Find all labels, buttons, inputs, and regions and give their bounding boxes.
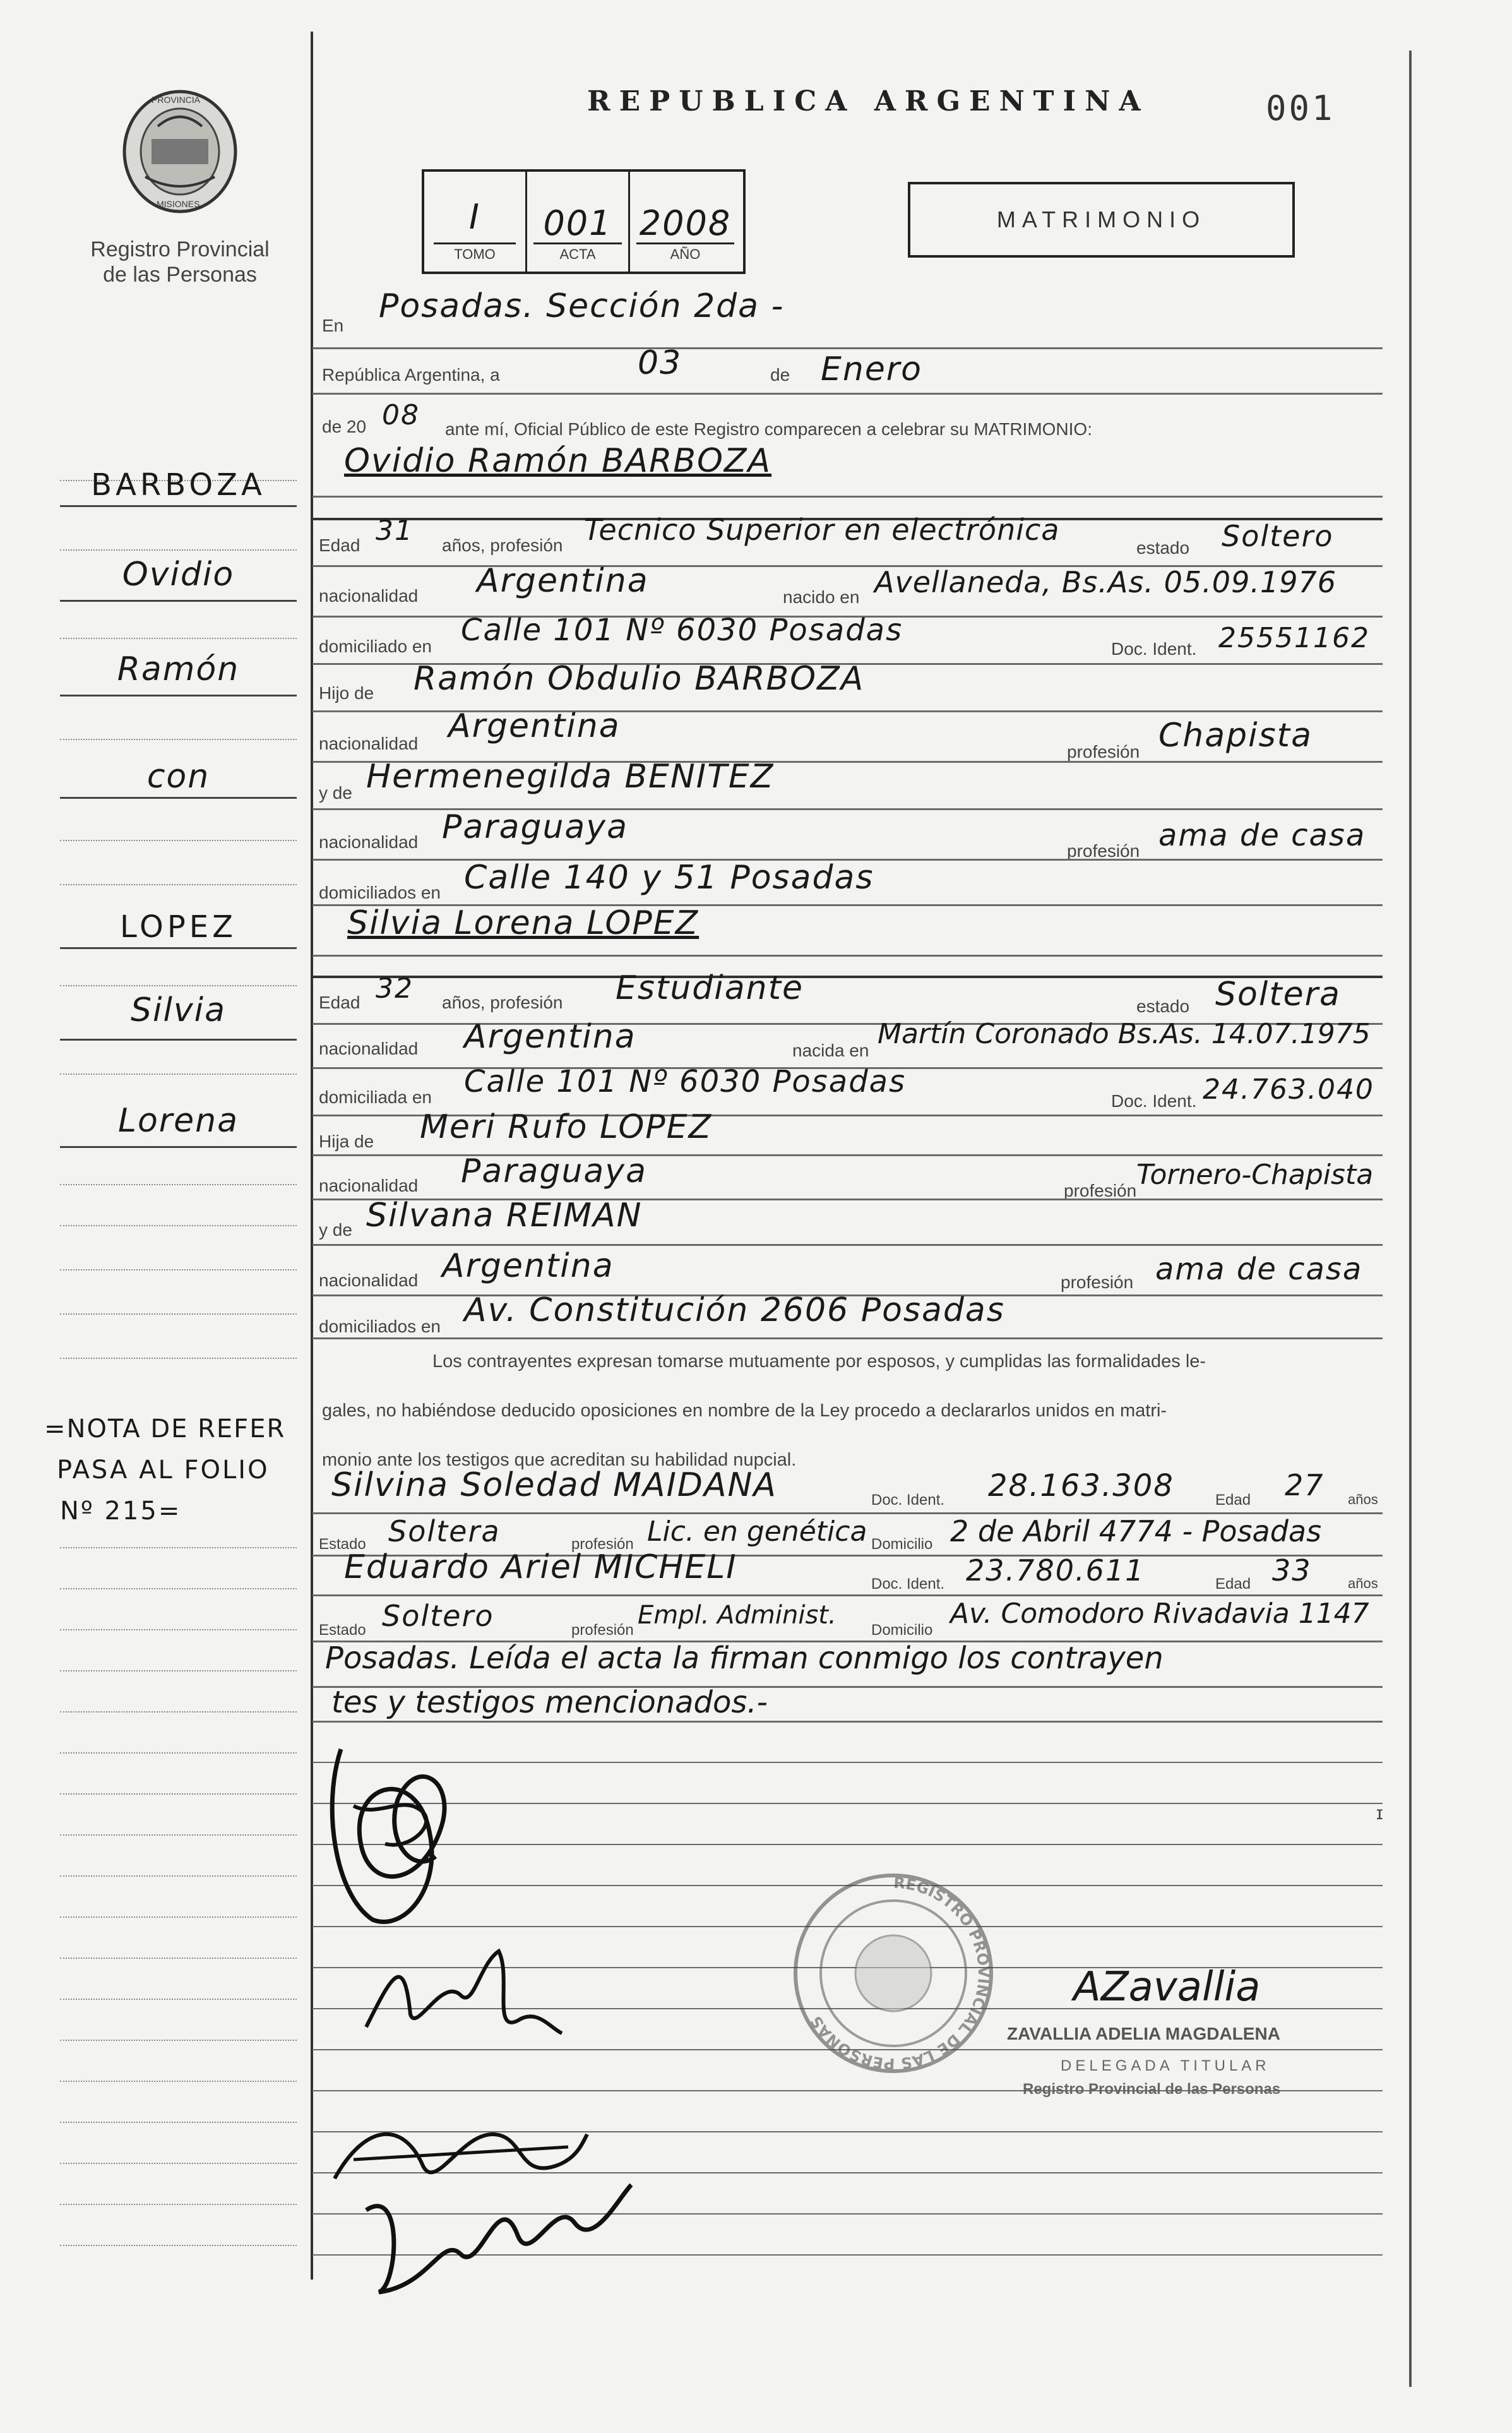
seal-top-text: PROVINCIA	[152, 95, 201, 105]
witness2-age: 33	[1272, 1553, 1312, 1587]
margin-name2: Ramón	[117, 650, 240, 688]
margin-note-line1: =NOTA DE REFER	[44, 1414, 286, 1444]
bride-anos-label: años, profesión	[442, 993, 563, 1012]
margin-name4: Lorena	[118, 1102, 239, 1140]
bride-nationality-label: nacionalidad	[319, 1039, 419, 1058]
margin-surname2: LOPEZ	[120, 909, 237, 945]
formal-text-line1: Los contrayentes expresan tomarse mutuamente por esposos, y cumplidas las formalidades le-	[432, 1351, 1206, 1372]
right-column-border	[1409, 51, 1412, 2387]
year-suffix: 08	[382, 399, 420, 431]
anio-label: AÑO	[670, 246, 701, 262]
groom-father: Ramón Obdulio BARBOZA	[414, 660, 865, 698]
groom-father-prof-label: profesión	[1067, 742, 1140, 762]
groom-edad-label: Edad	[319, 535, 360, 555]
witness1-profession: Lic. en genética	[647, 1515, 867, 1548]
bride-hija-label: Hija de	[319, 1132, 374, 1151]
margin-note-line2: PASA AL FOLIO	[57, 1456, 270, 1485]
groom-mother-nationality: Paraguaya	[442, 808, 628, 846]
groom-father-nat-label: nacionalidad	[319, 734, 419, 753]
formal-text-line3: monio ante los testigos que acreditan su habilidad nupcial.	[322, 1450, 797, 1470]
groom-doc-label: Doc. Ident.	[1111, 639, 1197, 659]
margin-surname: BARBOZA	[91, 467, 266, 503]
witness2-prof-label: profesión	[571, 1622, 634, 1639]
groom-nacido-label: nacido en	[783, 587, 860, 607]
groom-address: Calle 101 Nº 6030 Posadas	[461, 613, 903, 648]
bride-nacida-label: nacida en	[792, 1041, 869, 1060]
registry-name-line1: Registro Provincial	[90, 237, 270, 261]
official-office: Registro Provincial de las Personas	[1023, 2081, 1281, 2098]
tomo-label: TOMO	[454, 246, 496, 262]
bride-profession: Estudiante	[616, 969, 804, 1007]
intro-statement: ante mí, Oficial Público de este Registro comparecen a celebrar su MATRIMONIO:	[445, 419, 1092, 439]
country-title: REPUBLICA ARGENTINA	[587, 85, 1150, 117]
bride-father-nat-label: nacionalidad	[319, 1176, 419, 1195]
witness1-age: 27	[1285, 1468, 1324, 1502]
signature-witness2	[354, 2160, 644, 2305]
acta-value: 001	[543, 203, 612, 243]
bride-birth: Martín Coronado Bs.As. 14.07.1975	[878, 1018, 1371, 1050]
en-label: En	[322, 316, 344, 335]
margin-name3: Silvia	[131, 991, 226, 1029]
bride-mother-profession: ama de casa	[1155, 1252, 1363, 1287]
anio-value: 2008	[639, 203, 732, 243]
bride-father-prof-label: profesión	[1064, 1181, 1137, 1200]
bride-domicilio-label: domiciliada en	[319, 1087, 432, 1107]
bride-mother: Silvana REIMAN	[366, 1197, 643, 1234]
groom-anos-label: años, profesión	[442, 535, 563, 555]
tick-mark: ɪ	[1376, 1803, 1383, 1824]
witness1-edad-label: Edad	[1215, 1491, 1251, 1509]
bride-nationality: Argentina	[464, 1018, 636, 1056]
groom-estado-label: estado	[1136, 538, 1190, 558]
witness1-dom-label: Domicilio	[871, 1536, 933, 1553]
margin-con: con	[146, 758, 210, 796]
month-value: Enero	[821, 350, 922, 388]
bride-mother-nationality: Argentina	[442, 1247, 614, 1285]
act-type-label: MATRIMONIO	[996, 206, 1206, 232]
witness2-doc: 23.780.611	[966, 1553, 1145, 1587]
seal-bottom-text: MISIONES	[157, 199, 200, 209]
tomo-cell	[424, 172, 527, 272]
groom-father-nationality: Argentina	[448, 707, 621, 745]
witness1-estado-label: Estado	[319, 1536, 366, 1553]
witness1-name: Silvina Soledad MAIDANA	[331, 1466, 778, 1504]
formal-text-line2: gales, no habiéndose deducido oposiciones en nombre de la Ley procedo a declararlos unidos en matri-	[322, 1401, 1167, 1421]
official-name: ZAVALLIA ADELIA MAGDALENA	[1007, 2024, 1280, 2043]
groom-full-name: Ovidio Ramón BARBOZA	[344, 442, 772, 480]
official-stamp	[789, 1869, 997, 2077]
tomo-value: I	[469, 197, 480, 237]
place-value: Posadas. Sección 2da -	[379, 287, 785, 325]
closing-line2: tes y testigos mencionados.-	[331, 1685, 768, 1720]
acta-cell	[527, 172, 630, 272]
signature-groom	[316, 1730, 480, 1939]
bride-parents-dom-label: domiciliados en	[319, 1317, 441, 1336]
groom-mother-profession: ama de casa	[1158, 818, 1366, 853]
groom-nationality-label: nacionalidad	[319, 586, 419, 606]
groom-mother: Hermenegilda BENITEZ	[366, 758, 775, 796]
bride-mother-nat-label: nacionalidad	[319, 1270, 419, 1290]
bride-doc: 24.763.040	[1203, 1073, 1374, 1106]
bride-father-nationality: Paraguaya	[461, 1152, 647, 1190]
groom-yde-label: y de	[319, 783, 352, 803]
groom-hijo-label: Hijo de	[319, 683, 374, 703]
official-signature: AZavallia	[1073, 1964, 1261, 2011]
bride-yde-label: y de	[319, 1220, 352, 1240]
bride-age: 32	[376, 972, 414, 1005]
witness2-dom-label: Domicilio	[871, 1622, 933, 1639]
margin-note-line3: Nº 215=	[60, 1497, 182, 1526]
bride-full-name: Silvia Lorena LOPEZ	[347, 904, 699, 942]
witness2-estado-label: Estado	[319, 1622, 366, 1639]
groom-doc: 25551162	[1218, 622, 1370, 654]
record-id-table	[422, 169, 746, 274]
witness2-address: Av. Comodoro Rivadavia 1147	[950, 1598, 1369, 1630]
witness1-prof-label: profesión	[571, 1536, 634, 1553]
official-title: DELEGADA TITULAR	[1061, 2057, 1270, 2074]
witness1-anos-label: años	[1348, 1491, 1378, 1507]
bride-estado: Soltera	[1215, 976, 1341, 1013]
bride-father-profession: Tornero-Chapista	[1136, 1159, 1374, 1191]
groom-estado: Soltero	[1222, 519, 1334, 553]
groom-father-profession: Chapista	[1158, 717, 1313, 755]
acta-label: ACTA	[559, 246, 596, 262]
republica-label: República Argentina, a	[322, 365, 500, 385]
registry-name-line2: de las Personas	[103, 263, 257, 287]
groom-birth: Avellaneda, Bs.As. 05.09.1976	[874, 565, 1337, 599]
act-type-box	[908, 182, 1295, 258]
provincial-seal	[120, 88, 240, 215]
groom-profession: Tecnico Superior en electrónica	[584, 513, 1060, 547]
groom-domicilio-label: domiciliado en	[319, 637, 432, 656]
witness2-estado: Soltero	[382, 1599, 494, 1633]
witness1-doc: 28.163.308	[988, 1468, 1174, 1503]
day-value: 03	[638, 344, 682, 382]
year-prefix: de 20	[322, 417, 367, 436]
witness2-doc-label: Doc. Ident.	[871, 1575, 945, 1593]
signature-bride	[354, 1939, 568, 2052]
witness2-name: Eduardo Ariel MICHELI	[344, 1548, 737, 1586]
bride-address: Calle 101 Nº 6030 Posadas	[464, 1064, 907, 1099]
stamp-ring-text: REGISTRO PROVINCIAL DE LAS PERSONAS	[807, 1874, 993, 2073]
witness1-doc-label: Doc. Ident.	[871, 1491, 945, 1509]
witness1-address: 2 de Abril 4774 - Posadas	[950, 1514, 1322, 1548]
groom-age: 31	[376, 515, 414, 547]
bride-estado-label: estado	[1136, 996, 1190, 1016]
groom-parents-dom-label: domiciliados en	[319, 883, 441, 902]
bride-edad-label: Edad	[319, 993, 360, 1012]
margin-name1: Ovidio	[122, 556, 235, 594]
page-number: 001	[1266, 88, 1335, 128]
groom-nationality: Argentina	[477, 562, 649, 600]
bride-doc-label: Doc. Ident.	[1111, 1091, 1197, 1111]
witness2-anos-label: años	[1348, 1575, 1378, 1591]
anio-cell	[630, 172, 741, 272]
groom-parents-address: Calle 140 y 51 Posadas	[464, 859, 874, 897]
witness2-profession: Empl. Administ.	[638, 1601, 836, 1630]
bride-father: Meri Rufo LOPEZ	[420, 1108, 713, 1146]
witness2-edad-label: Edad	[1215, 1575, 1251, 1593]
groom-mother-nat-label: nacionalidad	[319, 832, 419, 852]
closing-line1: Posadas. Leída el acta la firman conmigo los contrayen	[325, 1641, 1164, 1676]
de-label: de	[770, 365, 790, 385]
groom-mother-prof-label: profesión	[1067, 841, 1140, 861]
bride-parents-address: Av. Constitución 2606 Posadas	[464, 1291, 1005, 1329]
witness1-estado: Soltera	[388, 1514, 501, 1548]
bride-mother-prof-label: profesión	[1061, 1272, 1134, 1292]
